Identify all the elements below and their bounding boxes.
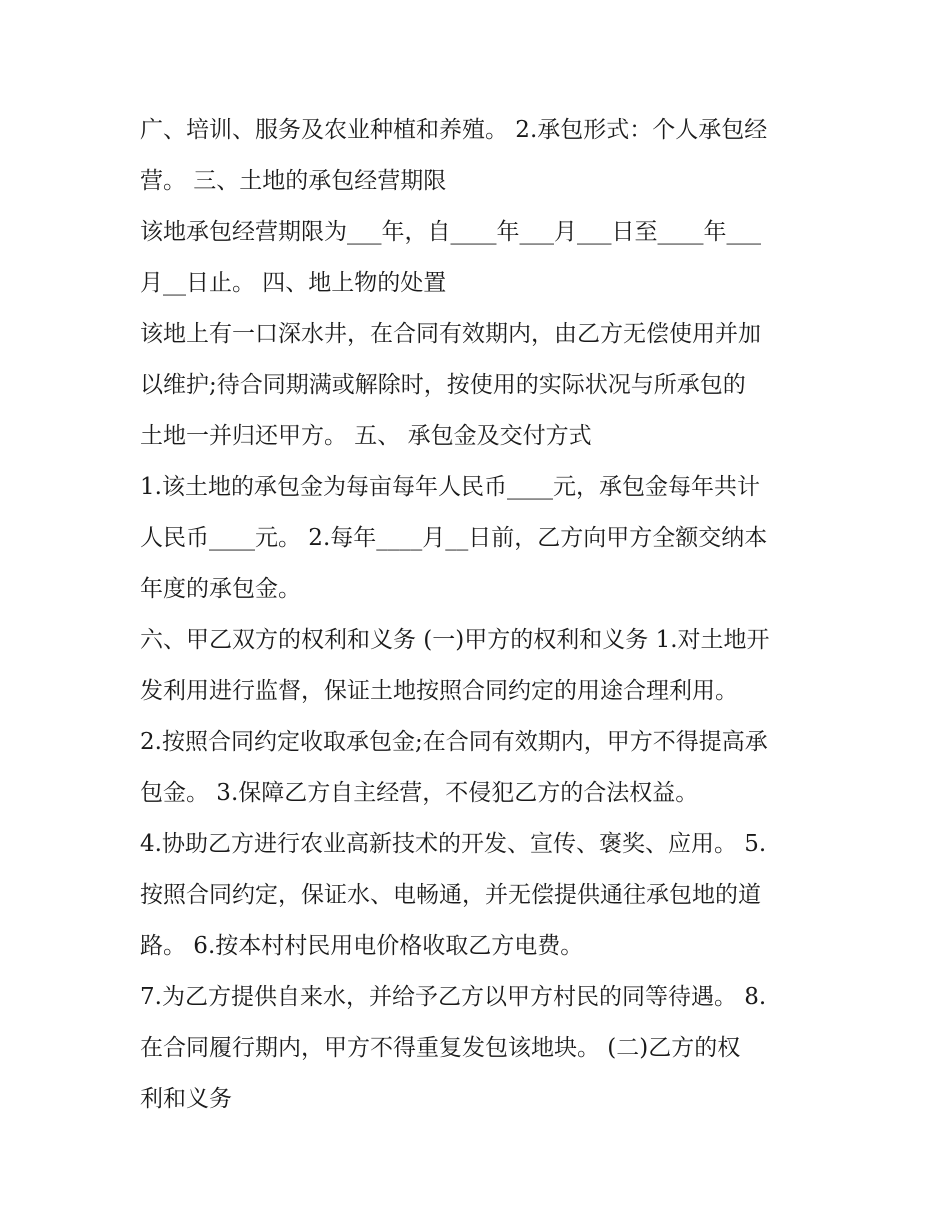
text-line-9: 人民币____元。 2.每年____月__日前，乙方向甲方全额交纳本 <box>140 525 768 551</box>
text-line-6: 以维护;待合同期满或解除时，按使用的实际状况与所承包的 <box>140 372 746 398</box>
text-line-4: 月__日止。 四、地上物的处置 <box>140 270 447 296</box>
text-line-1: 广、培训、服务及农业种植和养殖。 2.承包形式：个人承包经 <box>140 117 768 143</box>
text-line-18: 7.为乙方提供自来水，并给予乙方以甲方村民的同等待遇。 8. <box>140 984 767 1010</box>
text-line-17: 路。 6.按本村村民用电价格收取乙方电费。 <box>140 933 584 959</box>
text-line-2: 营。 三、土地的承包经营期限 <box>140 168 447 194</box>
text-line-10: 年度的承包金。 <box>140 576 301 602</box>
text-line-15: 4.协助乙方进行农业高新技术的开发、宣传、褒奖、应用。 5. <box>140 831 767 857</box>
text-line-11: 六、甲乙双方的权利和义务 (一)甲方的权利和义务 1.对土地开 <box>140 627 770 653</box>
text-line-8: 1.该土地的承包金为每亩每年人民币____元，承包金每年共计 <box>140 474 760 500</box>
text-line-7: 土地一并归还甲方。 五、 承包金及交付方式 <box>140 423 592 449</box>
text-line-5: 该地上有一口深水井，在合同有效期内，由乙方无偿使用并加 <box>140 321 761 347</box>
contract-text <box>140 108 820 1128</box>
text-line-19: 在合同履行期内，甲方不得重复发包该地块。 (二)乙方的权 <box>140 1035 741 1061</box>
text-line-20: 利和义务 <box>140 1086 232 1112</box>
text-line-14: 包金。 3.保障乙方自主经营，不侵犯乙方的合法权益。 <box>140 780 699 806</box>
text-line-16: 按照合同约定，保证水、电畅通，并无偿提供通往承包地的道 <box>140 882 761 908</box>
text-line-13: 2.按照合同约定收取承包金;在合同有效期内，甲方不得提高承 <box>140 729 768 755</box>
text-line-12: 发利用进行监督，保证土地按照合同约定的用途合理利用。 <box>140 678 738 704</box>
text-line-3: 该地承包经营期限为___年，自____年___月___日至____年___ <box>140 219 761 245</box>
